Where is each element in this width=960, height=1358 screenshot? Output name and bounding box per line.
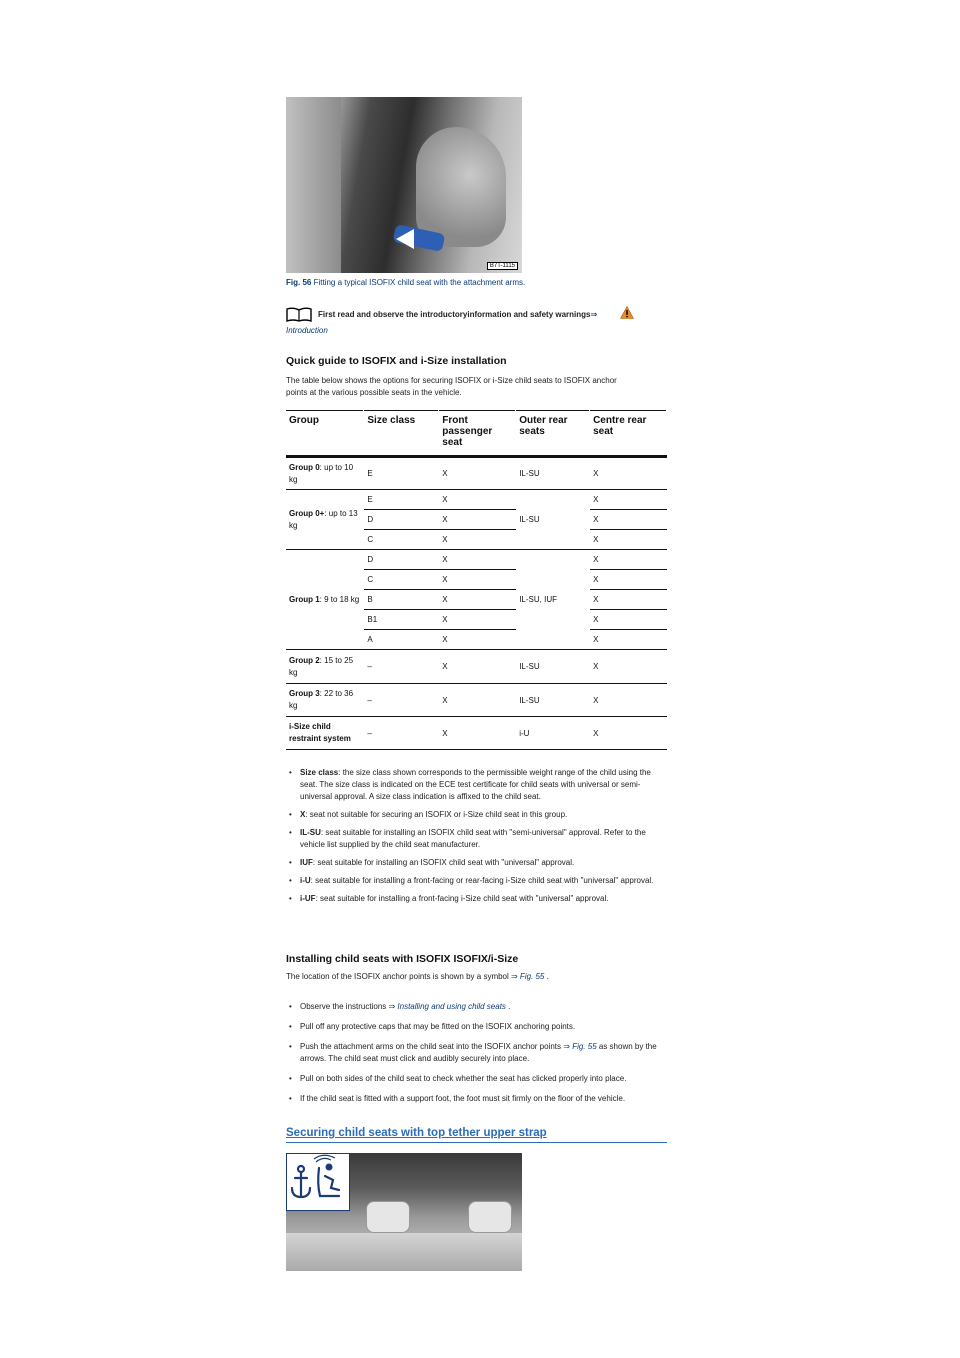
note-arrow: ⇒ bbox=[590, 310, 598, 319]
introduction-link[interactable]: Introduction bbox=[286, 326, 328, 335]
outer-cell: IL-SU, IUF bbox=[516, 550, 590, 650]
list-item bbox=[286, 1073, 671, 1085]
centre-cell: X bbox=[590, 457, 667, 490]
legend-text: : seat suitable for installing an ISOFIX child seat with "universal" approval. bbox=[312, 858, 575, 867]
size-cell: A bbox=[364, 630, 439, 650]
list-item bbox=[286, 827, 666, 851]
table-row bbox=[286, 650, 667, 684]
legend-text: : seat not suitable for securing an ISOFIX or i-Size child seat in this group. bbox=[305, 810, 568, 819]
size-cell: D bbox=[364, 550, 439, 570]
legend-term: X bbox=[300, 810, 306, 819]
list-item bbox=[286, 857, 666, 869]
front-cell: X bbox=[439, 457, 516, 490]
size-cell: E bbox=[364, 457, 439, 490]
size-cell: – bbox=[364, 717, 439, 750]
table-row bbox=[286, 717, 667, 750]
list-item bbox=[286, 893, 666, 905]
safety-note bbox=[318, 310, 597, 319]
car-door-panel bbox=[286, 97, 341, 273]
centre-cell: X bbox=[590, 510, 667, 530]
group-weight: : up to 10 kg bbox=[289, 462, 354, 484]
list-item bbox=[286, 767, 666, 803]
group-cell bbox=[286, 457, 364, 490]
outer-cell: IL-SU bbox=[516, 684, 590, 717]
front-cell: X bbox=[439, 550, 516, 570]
book-icon bbox=[286, 307, 312, 322]
size-cell: B1 bbox=[364, 610, 439, 630]
isofix-table bbox=[286, 410, 667, 750]
header-centre-rear: Centre rear seat bbox=[590, 411, 667, 457]
size-cell: – bbox=[364, 650, 439, 684]
image-code: B7T-1115 bbox=[487, 262, 518, 270]
outer-cell: IL-SU bbox=[516, 490, 590, 550]
group-weight: : 9 to 18 kg bbox=[319, 594, 360, 604]
figure-caption bbox=[286, 278, 525, 287]
legend-term: Size class bbox=[300, 768, 339, 777]
legend-term: IL-SU bbox=[300, 828, 321, 837]
quick-guide-intro-line1: The table below shows the options for securing ISOFIX or i-Size child seats to ISOFIX anchor bbox=[286, 376, 617, 385]
step-text: Pull off any protective caps that may be fitted on the ISOFIX anchoring points. bbox=[300, 1022, 576, 1031]
list-item bbox=[286, 1021, 671, 1033]
rear-bench bbox=[286, 1233, 522, 1271]
fig-55-link[interactable]: ⇒ Fig. 55 bbox=[563, 1042, 597, 1051]
installing-intro bbox=[286, 971, 686, 983]
group-cell bbox=[286, 650, 364, 684]
legend-term: i-UF bbox=[300, 894, 316, 903]
centre-cell: X bbox=[590, 590, 667, 610]
quick-guide-heading: Quick guide to ISOFIX and i-Size installation bbox=[286, 355, 507, 367]
child-seat-anchor-icon bbox=[287, 1154, 349, 1210]
list-item bbox=[286, 809, 666, 821]
centre-cell: X bbox=[590, 550, 667, 570]
table-row bbox=[286, 684, 667, 717]
fig-55-link[interactable]: ⇒ Fig. 55 bbox=[511, 972, 545, 981]
header-group: Group bbox=[286, 411, 364, 457]
group-name: Group 2 bbox=[289, 655, 320, 665]
group-cell bbox=[286, 490, 364, 550]
quick-guide-intro bbox=[286, 375, 686, 399]
installing-intro-end: . bbox=[544, 972, 549, 981]
step-text: If the child seat is fitted with a support foot, the foot must sit firmly on the floor of the vehicle. bbox=[300, 1094, 626, 1103]
group-cell bbox=[286, 684, 364, 717]
group-weight: : 22 to 36 kg bbox=[289, 689, 354, 710]
centre-cell: X bbox=[590, 530, 667, 550]
figure-label: Fig. 56 bbox=[286, 278, 312, 287]
front-cell: X bbox=[439, 590, 516, 610]
front-cell: X bbox=[439, 610, 516, 630]
table-header-row bbox=[286, 411, 667, 457]
table-row bbox=[286, 457, 667, 490]
installing-steps bbox=[286, 1001, 671, 1113]
legend-text: : seat suitable for installing a front-facing i-Size child seat with "universal" approval. bbox=[315, 894, 609, 903]
group-name: Group 1 bbox=[289, 594, 320, 604]
front-cell: X bbox=[439, 530, 516, 550]
installing-heading: Installing child seats with ISOFIX ISOFIX/i-Size bbox=[286, 953, 519, 965]
group-cell bbox=[286, 717, 364, 750]
legend-term: i-U bbox=[300, 876, 311, 885]
outer-cell: IL-SU bbox=[516, 650, 590, 684]
size-cell: C bbox=[364, 570, 439, 590]
size-cell: D bbox=[364, 510, 439, 530]
list-item bbox=[286, 875, 666, 887]
size-cell: B bbox=[364, 590, 439, 610]
list-item bbox=[286, 1093, 671, 1105]
front-cell: X bbox=[439, 630, 516, 650]
table-row bbox=[286, 490, 667, 510]
list-item bbox=[286, 1001, 671, 1013]
headrest bbox=[468, 1201, 512, 1233]
centre-cell: X bbox=[590, 490, 667, 510]
isofix-fitting-photo bbox=[286, 97, 522, 273]
group-name: Group 0+ bbox=[289, 508, 325, 518]
step-text: Observe the instructions bbox=[300, 1002, 389, 1011]
legend-text: : seat suitable for installing a front-facing or rear-facing i-Size child seat with "universal" approval. bbox=[310, 876, 654, 885]
top-tether-section-heading[interactable]: Securing child seats with top tether upper strap bbox=[286, 1127, 667, 1143]
front-cell: X bbox=[439, 570, 516, 590]
size-cell: C bbox=[364, 530, 439, 550]
step-text-after: . bbox=[505, 1002, 511, 1011]
top-tether-symbol-box bbox=[286, 1153, 350, 1211]
warning-icon[interactable] bbox=[620, 306, 634, 319]
step-text: Push the attachment arms on the child seat into the ISOFIX anchor points bbox=[300, 1042, 564, 1051]
size-cell: – bbox=[364, 684, 439, 717]
size-cell: E bbox=[364, 490, 439, 510]
table-row bbox=[286, 550, 667, 570]
group-name: Group 0 bbox=[289, 462, 320, 472]
group-cell bbox=[286, 550, 364, 650]
group-name: Group 3 bbox=[289, 689, 320, 698]
child-seat bbox=[416, 127, 506, 247]
header-outer-rear: Outer rear seats bbox=[516, 411, 590, 457]
centre-cell: X bbox=[590, 570, 667, 590]
legend-list bbox=[286, 767, 666, 911]
group-weight: : 15 to 25 kg bbox=[289, 655, 354, 677]
outer-cell: IL-SU bbox=[516, 457, 590, 490]
quick-guide-intro-line2: points at the various possible seats in the vehicle. bbox=[286, 388, 462, 397]
centre-cell: X bbox=[590, 717, 667, 750]
centre-cell: X bbox=[590, 684, 667, 717]
centre-cell: X bbox=[590, 650, 667, 684]
step-text-after: as shown by the arrows. The child seat must click and audibly securely into place. bbox=[300, 1042, 657, 1063]
front-cell: X bbox=[439, 650, 516, 684]
outer-cell: i-U bbox=[516, 717, 590, 750]
list-item bbox=[286, 1041, 671, 1065]
front-cell: X bbox=[439, 717, 516, 750]
front-cell: X bbox=[439, 490, 516, 510]
step-text: Pull on both sides of the child seat to check whether the seat has clicked properly into place. bbox=[300, 1074, 627, 1083]
installing-child-seats-link[interactable]: ⇒ Installing and using child seats bbox=[388, 1002, 506, 1011]
headrest bbox=[366, 1201, 410, 1233]
installing-intro-text: The location of the ISOFIX anchor points is shown by a symbol bbox=[286, 972, 511, 981]
header-front-passenger: Front passenger seat bbox=[439, 411, 516, 457]
safety-note-text: First read and observe the introductoryinformation and safety warnings bbox=[318, 310, 591, 319]
group-name: i-Size child restraint system bbox=[289, 722, 351, 743]
arrow-icon bbox=[396, 229, 414, 249]
centre-cell: X bbox=[590, 630, 667, 650]
header-size-class: Size class bbox=[364, 411, 439, 457]
front-cell: X bbox=[439, 510, 516, 530]
legend-text: : the size class shown corresponds to the permissible weight range of the child using the seat. The size class is indicated on the ECE test certificate for child seats with universal or semi-universal approval. A size class indication is affixed to the child seat. bbox=[300, 768, 651, 801]
legend-text: : seat suitable for installing an ISOFIX child seat with "semi-universal" approval. Refer to the vehicle list supplied by the child seat manufacturer. bbox=[300, 828, 646, 849]
legend-term: IUF bbox=[300, 858, 313, 867]
group-weight: : up to 13 kg bbox=[289, 508, 358, 530]
front-cell: X bbox=[439, 684, 516, 717]
centre-cell: X bbox=[590, 610, 667, 630]
figure-caption-text: Fitting a typical ISOFIX child seat with the attachment arms. bbox=[311, 278, 526, 287]
